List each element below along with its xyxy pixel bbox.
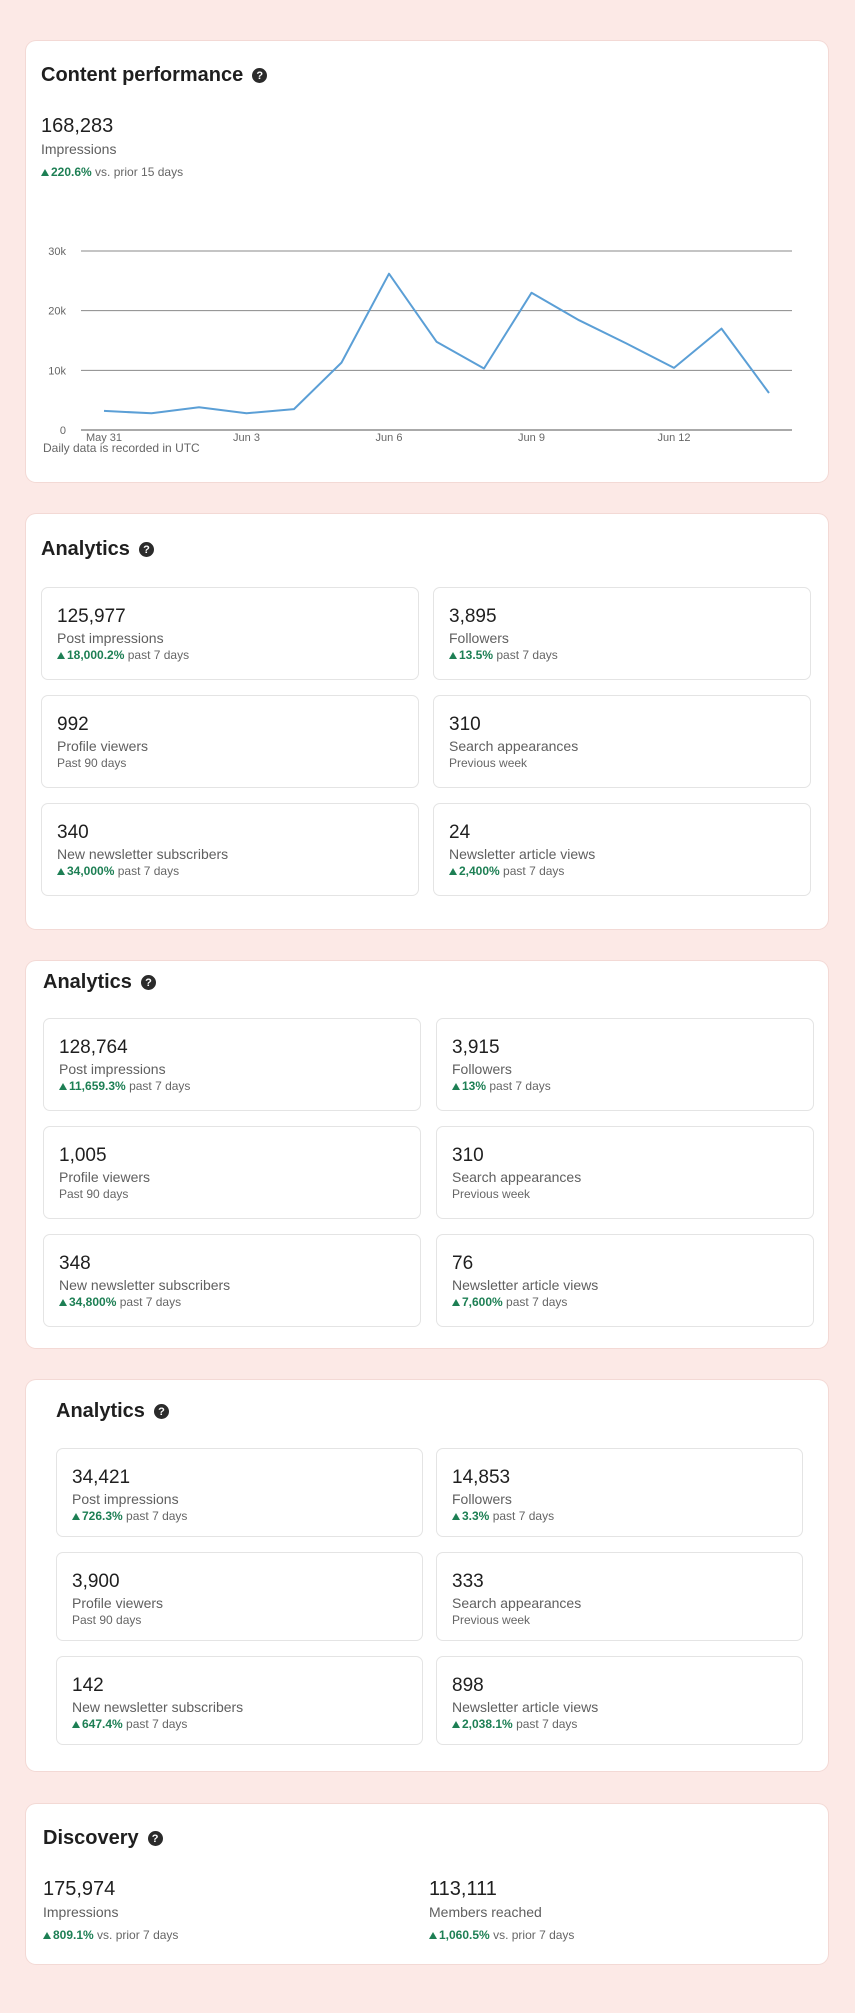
metric-value: 3,915: [452, 1037, 500, 1058]
metric-delta: 726.3%: [82, 1509, 123, 1523]
trend-up-icon: [452, 1721, 460, 1728]
discovery-title: Discovery ?: [43, 1827, 163, 1850]
metric-tile[interactable]: [41, 803, 419, 896]
metric-delta: 2,400%: [459, 864, 500, 878]
analytics-card-3: [26, 1380, 828, 1771]
metric-sub: [449, 647, 795, 663]
data-point[interactable]: [670, 364, 678, 372]
metric-period: past 7 days: [489, 1079, 551, 1093]
metric-sub: [57, 647, 403, 663]
members-reached-delta: 1,060.5% vs. prior 7 days: [429, 1928, 574, 1942]
metric-label: Post impressions: [59, 1061, 166, 1077]
metric-value: 142: [72, 1675, 104, 1696]
metric-tile[interactable]: [436, 1234, 814, 1327]
impressions-value: 168,283: [41, 115, 114, 137]
metric-period: past 7 days: [127, 648, 190, 662]
x-tick-label: Jun 12: [657, 432, 691, 444]
metric-value: 992: [57, 714, 89, 735]
analytics-title: Analytics ?: [43, 971, 156, 994]
metric-label: Post impressions: [72, 1491, 179, 1507]
metric-value: 310: [452, 1145, 484, 1166]
metric-period: past 7 days: [492, 1509, 555, 1523]
utc-footnote: Daily data is recorded in UTC: [43, 441, 200, 455]
metric-label: New newsletter subscribers: [57, 846, 229, 862]
data-point[interactable]: [765, 389, 773, 397]
metric-tile[interactable]: [56, 1448, 423, 1537]
metric-label: Search appearances: [452, 1169, 582, 1185]
metric-sub: [72, 1716, 407, 1732]
metric-delta: 2,038.1%: [462, 1717, 513, 1731]
help-icon[interactable]: ?: [148, 1831, 163, 1846]
metric-label: Profile viewers: [72, 1595, 164, 1611]
metric-sub: [59, 1294, 405, 1310]
metric-label: Newsletter article views: [452, 1277, 599, 1293]
metric-period: past 7 days: [503, 864, 565, 878]
metric-label: Followers: [452, 1061, 512, 1077]
trend-up-icon: [452, 1083, 460, 1090]
members-reached-label: Members reached: [429, 1904, 542, 1920]
metric-label: Search appearances: [452, 1595, 582, 1611]
metric-sub: [452, 1716, 787, 1732]
metric-sub: [449, 755, 795, 771]
metric-sub: [72, 1508, 407, 1524]
metric-sub: [72, 1612, 407, 1628]
y-tick-label: 10k: [48, 365, 66, 378]
data-point[interactable]: [385, 270, 393, 278]
discovery-impressions-value: 175,974: [43, 1878, 116, 1900]
metric-label: Newsletter article views: [452, 1699, 599, 1715]
metric-value: 3,895: [449, 606, 497, 627]
metric-value: 14,853: [452, 1467, 511, 1488]
metric-period: Past 90 days: [59, 1187, 129, 1201]
metric-value: 1,005: [59, 1145, 107, 1166]
trend-up-icon: [57, 868, 65, 875]
y-tick-label: 30k: [48, 246, 66, 258]
data-point[interactable]: [433, 338, 441, 346]
help-icon[interactable]: ?: [154, 1404, 169, 1419]
metric-value: 125,977: [57, 606, 126, 627]
metric-tile[interactable]: [436, 1448, 803, 1537]
metric-value: 128,764: [59, 1037, 128, 1058]
metric-value: 898: [452, 1675, 484, 1696]
help-icon[interactable]: ?: [141, 975, 156, 990]
impressions-delta: 220.6% vs. prior 15 days: [41, 165, 183, 179]
metric-period: Past 90 days: [57, 756, 127, 770]
data-point[interactable]: [243, 409, 251, 417]
metric-tile[interactable]: [56, 1552, 423, 1641]
discovery-card: [26, 1804, 828, 1964]
help-icon[interactable]: ?: [139, 542, 154, 557]
x-tick-label: Jun 6: [375, 432, 403, 444]
metric-label: Search appearances: [449, 738, 579, 754]
trend-up-icon: [41, 169, 49, 176]
metric-label: New newsletter subscribers: [72, 1699, 244, 1715]
trend-up-icon: [429, 1932, 437, 1939]
metric-delta: 13.5%: [459, 648, 494, 662]
data-point[interactable]: [528, 289, 536, 297]
metric-value: 34,421: [72, 1467, 131, 1488]
metric-label: Followers: [449, 630, 509, 646]
metric-value: 24: [449, 822, 471, 843]
trend-up-icon: [59, 1083, 67, 1090]
trend-up-icon: [449, 868, 457, 875]
metric-value: 340: [57, 822, 89, 843]
analytics-title: Analytics ?: [56, 1400, 169, 1423]
metric-label: Profile viewers: [57, 738, 149, 754]
x-tick-label: Jun 3: [233, 432, 260, 444]
trend-up-icon: [72, 1513, 80, 1520]
analytics-card-2: [26, 961, 828, 1348]
trend-up-icon: [57, 652, 65, 659]
metric-period: past 7 days: [126, 1509, 188, 1523]
y-tick-label: 0: [59, 425, 66, 437]
metric-value: 348: [59, 1253, 91, 1274]
metric-value: 333: [452, 1571, 484, 1592]
metric-label: Followers: [452, 1491, 512, 1507]
metric-period: Past 90 days: [72, 1613, 142, 1627]
metric-sub: [59, 1186, 405, 1202]
metric-sub: [452, 1186, 798, 1202]
metric-period: past 7 days: [129, 1079, 191, 1093]
content-performance-title: [41, 64, 267, 87]
metric-period: past 7 days: [117, 864, 180, 878]
data-point[interactable]: [148, 409, 156, 417]
metric-tile[interactable]: [436, 1126, 814, 1219]
metric-value: 3,900: [72, 1571, 120, 1592]
data-point[interactable]: [480, 365, 488, 373]
metric-tile[interactable]: [433, 695, 811, 788]
metric-period: past 7 days: [496, 648, 558, 662]
data-point[interactable]: [718, 325, 726, 333]
data-point[interactable]: [575, 316, 583, 324]
metric-sub: [452, 1612, 787, 1628]
trend-up-icon: [452, 1299, 460, 1306]
metric-label: Post impressions: [57, 630, 164, 646]
metric-period: Previous week: [449, 756, 528, 770]
metric-delta: 18,000.2%: [67, 648, 125, 662]
metric-value: 310: [449, 714, 481, 735]
metric-label: Profile viewers: [59, 1169, 151, 1185]
metric-tile[interactable]: [43, 1234, 421, 1327]
metric-tile[interactable]: [43, 1018, 421, 1111]
metric-tile[interactable]: [43, 1126, 421, 1219]
metric-delta: 647.4%: [82, 1717, 123, 1731]
data-point[interactable]: [195, 403, 203, 411]
metric-delta: 7,600%: [462, 1295, 503, 1309]
members-reached-value: 113,111: [429, 1878, 497, 1900]
analytics-card-1: [26, 514, 828, 929]
trend-up-icon: [59, 1299, 67, 1306]
metric-period: past 7 days: [516, 1717, 578, 1731]
help-icon[interactable]: ?: [252, 68, 267, 83]
data-point[interactable]: [100, 407, 108, 415]
metric-tile[interactable]: [41, 587, 419, 680]
y-tick-label: 20k: [48, 305, 66, 318]
impressions-label: Impressions: [41, 141, 117, 157]
metric-period: past 7 days: [119, 1295, 182, 1309]
discovery-impressions-delta: 809.1% vs. prior 7 days: [43, 1928, 178, 1942]
metric-period: Previous week: [452, 1187, 531, 1201]
x-tick-label: May 31: [85, 432, 123, 444]
metric-tile[interactable]: [433, 587, 811, 680]
trend-up-icon: [452, 1513, 460, 1520]
metric-sub: [59, 1078, 405, 1094]
metric-sub: [452, 1508, 787, 1524]
analytics-title: Analytics ?: [41, 538, 154, 561]
metric-tile[interactable]: [41, 695, 419, 788]
metric-sub: [452, 1294, 798, 1310]
data-point[interactable]: [623, 339, 631, 347]
metric-period: Previous week: [452, 1613, 531, 1627]
metric-period: past 7 days: [506, 1295, 568, 1309]
metric-sub: [449, 863, 795, 879]
metric-label: Newsletter article views: [449, 846, 596, 862]
metric-tile[interactable]: [436, 1552, 803, 1641]
data-point[interactable]: [338, 359, 346, 367]
trend-up-icon: [43, 1932, 51, 1939]
metric-delta: 13%: [462, 1079, 487, 1093]
metric-delta: 34,800%: [69, 1295, 117, 1309]
metric-period: past 7 days: [126, 1717, 188, 1731]
metric-delta: 3.3%: [462, 1509, 490, 1523]
metric-sub: [452, 1078, 798, 1094]
metric-tile[interactable]: [56, 1656, 423, 1745]
metric-tile[interactable]: [433, 803, 811, 896]
content-performance-heading: Content performance: [41, 64, 244, 86]
metric-delta: 11,659.3%: [69, 1079, 126, 1093]
trend-up-icon: [72, 1721, 80, 1728]
metric-value: 76: [452, 1253, 474, 1274]
metric-sub: [57, 863, 403, 879]
discovery-impressions-label: Impressions: [43, 1904, 119, 1920]
metric-tile[interactable]: [436, 1656, 803, 1745]
metric-sub: [57, 755, 403, 771]
metric-delta: 34,000%: [67, 864, 115, 878]
impressions-line-chart: [26, 201, 828, 444]
x-tick-label: Jun 9: [518, 432, 545, 444]
data-point[interactable]: [290, 405, 298, 413]
metric-tile[interactable]: [436, 1018, 814, 1111]
content-performance-card: [26, 41, 828, 482]
trend-up-icon: [449, 652, 457, 659]
metric-label: New newsletter subscribers: [59, 1277, 231, 1293]
